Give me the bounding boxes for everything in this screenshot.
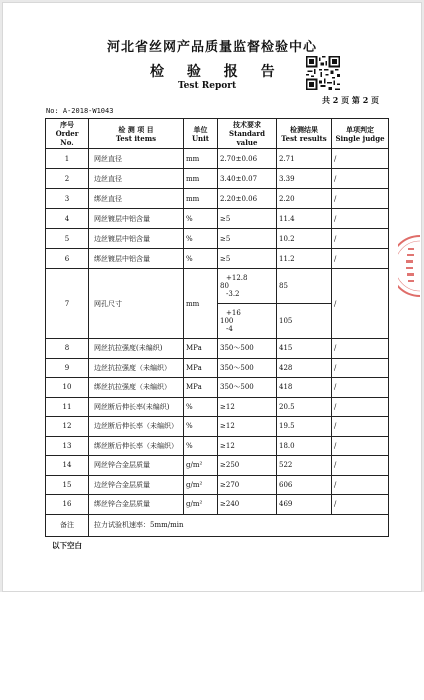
test-result: 105 [277, 304, 332, 339]
table-row [46, 229, 389, 249]
table-header-row [46, 119, 389, 149]
test-item: 绑丝锌合金层质量 [89, 495, 184, 515]
test-item: 网丝锌合金层质量 [89, 456, 184, 476]
table-row [46, 358, 389, 378]
col-header-order: 序号 Order No. [46, 119, 89, 149]
standard-value: ≥5 [218, 209, 277, 229]
test-result: 418 [277, 378, 332, 398]
table-row [46, 475, 389, 495]
table-row [46, 149, 389, 169]
standard-value: 2.20±0.06 [218, 189, 277, 209]
test-result: 11.2 [277, 249, 332, 269]
report-number-value: A-2018-W1043 [62, 107, 114, 115]
unit: mm [184, 169, 218, 189]
test-item: 绑丝断后伸长率（未编织） [89, 436, 184, 456]
order-no: 14 [46, 456, 89, 476]
order-no: 9 [46, 358, 89, 378]
standard-value: ≥250 [218, 456, 277, 476]
standard-value: +16 100 -4 [218, 304, 277, 339]
unit: mm [184, 269, 218, 339]
note-text: 拉力试验机速率：5mm/min [89, 514, 389, 536]
test-item: 网丝抗拉强度(未编织) [89, 339, 184, 359]
blank-below-text: 以下空白 [52, 541, 82, 550]
single-judge: / [332, 169, 389, 189]
single-judge: / [332, 378, 389, 398]
order-no: 13 [46, 436, 89, 456]
single-judge: / [332, 339, 389, 359]
table-row [46, 456, 389, 476]
below-page-area [0, 592, 424, 700]
unit: % [184, 209, 218, 229]
single-judge: / [332, 397, 389, 417]
col-header-unit: 单位 Unit [184, 119, 218, 149]
unit: % [184, 229, 218, 249]
single-judge: / [332, 358, 389, 378]
single-judge: / [332, 249, 389, 269]
table-row [46, 339, 389, 359]
order-no: 7 [46, 269, 89, 339]
qr-code-icon [306, 56, 340, 90]
test-result: 10.2 [277, 229, 332, 249]
order-no: 10 [46, 378, 89, 398]
test-item: 网丝断后伸长率(未编织) [89, 397, 184, 417]
order-no: 2 [46, 169, 89, 189]
unit: % [184, 417, 218, 437]
table-row [46, 209, 389, 229]
page-info: 共 2 页 第 2 页 [322, 95, 380, 105]
order-no: 5 [46, 229, 89, 249]
test-result: 522 [277, 456, 332, 476]
unit: MPa [184, 339, 218, 359]
unit: MPa [184, 378, 218, 398]
single-judge: / [332, 456, 389, 476]
test-result: 2.20 [277, 189, 332, 209]
test-item: 边丝直径 [89, 169, 184, 189]
standard-value: ≥5 [218, 249, 277, 269]
single-judge: / [332, 495, 389, 515]
table-row [46, 169, 389, 189]
standard-value: 350～500 [218, 378, 277, 398]
org-title: 河北省丝网产品质量监督检验中心 [106, 40, 317, 55]
unit: g/m² [184, 475, 218, 495]
table-row [46, 189, 389, 209]
table-row [46, 417, 389, 437]
single-judge: / [332, 417, 389, 437]
test-result: 2.71 [277, 149, 332, 169]
standard-value: ≥12 [218, 397, 277, 417]
single-judge: / [332, 269, 389, 339]
single-judge: / [332, 436, 389, 456]
single-judge: / [332, 229, 389, 249]
test-item: 网丝直径 [89, 149, 184, 169]
order-no: 6 [46, 249, 89, 269]
standard-value: 350～500 [218, 358, 277, 378]
order-no: 15 [46, 475, 89, 495]
col-header-results: 检测结果 Test results [277, 119, 332, 149]
standard-value: ≥12 [218, 417, 277, 437]
note-row [46, 514, 389, 536]
table-row [46, 495, 389, 515]
order-no: 1 [46, 149, 89, 169]
col-header-judge: 单项判定 Single judge [332, 119, 389, 149]
test-item: 网丝镀层中铝含量 [89, 209, 184, 229]
test-item: 绑丝镀层中铝含量 [89, 249, 184, 269]
test-result: 415 [277, 339, 332, 359]
test-result: 19.5 [277, 417, 332, 437]
standard-value: ≥12 [218, 436, 277, 456]
col-header-standard: 技术要求 Standard value [218, 119, 277, 149]
test-item: 网孔尺寸 [89, 269, 184, 339]
table-row [46, 436, 389, 456]
report-number-label: No [46, 107, 55, 115]
unit: MPa [184, 358, 218, 378]
test-result: 11.4 [277, 209, 332, 229]
test-result: 85 [277, 269, 332, 304]
standard-value: 350～500 [218, 339, 277, 359]
test-result: 606 [277, 475, 332, 495]
test-item: 边丝锌合金层质量 [89, 475, 184, 495]
test-results-table [45, 118, 389, 537]
standard-value: ≥240 [218, 495, 277, 515]
standard-value: ≥270 [218, 475, 277, 495]
unit: % [184, 249, 218, 269]
standard-value: 2.70±0.06 [218, 149, 277, 169]
test-item: 绑丝抗拉强度（未编织） [89, 378, 184, 398]
unit: g/m² [184, 456, 218, 476]
test-result: 3.39 [277, 169, 332, 189]
unit: mm [184, 149, 218, 169]
order-no: 3 [46, 189, 89, 209]
unit: mm [184, 189, 218, 209]
order-no: 16 [46, 495, 89, 515]
unit: g/m² [184, 495, 218, 515]
table-row [46, 397, 389, 417]
order-no: 11 [46, 397, 89, 417]
test-result: 18.0 [277, 436, 332, 456]
red-seal-stamp [398, 234, 420, 298]
unit: % [184, 436, 218, 456]
single-judge: / [332, 475, 389, 495]
table-row [46, 378, 389, 398]
table-row [46, 249, 389, 269]
order-no: 12 [46, 417, 89, 437]
test-item: 绑丝直径 [89, 189, 184, 209]
order-no: 8 [46, 339, 89, 359]
test-item: 边丝抗拉强度（未编织） [89, 358, 184, 378]
single-judge: / [332, 149, 389, 169]
test-result: 469 [277, 495, 332, 515]
standard-value: 3.40±0.07 [218, 169, 277, 189]
unit: % [184, 397, 218, 417]
order-no: 4 [46, 209, 89, 229]
standard-value: +12.8 80 -3.2 [218, 269, 277, 304]
report-title-en: Test Report [178, 81, 237, 91]
test-item: 边丝镀层中铝含量 [89, 229, 184, 249]
col-header-items: 检 测 项 目 Test items [89, 119, 184, 149]
test-result: 428 [277, 358, 332, 378]
table-row [46, 269, 389, 304]
test-item: 边丝断后伸长率（未编织） [89, 417, 184, 437]
report-title-cn: 检 验 报 告 [150, 64, 284, 80]
test-result: 20.5 [277, 397, 332, 417]
report-number: No: A-2018-W1043 [46, 107, 114, 115]
single-judge: / [332, 189, 389, 209]
note-label: 备注 [46, 514, 89, 536]
single-judge: / [332, 209, 389, 229]
standard-value: ≥5 [218, 229, 277, 249]
